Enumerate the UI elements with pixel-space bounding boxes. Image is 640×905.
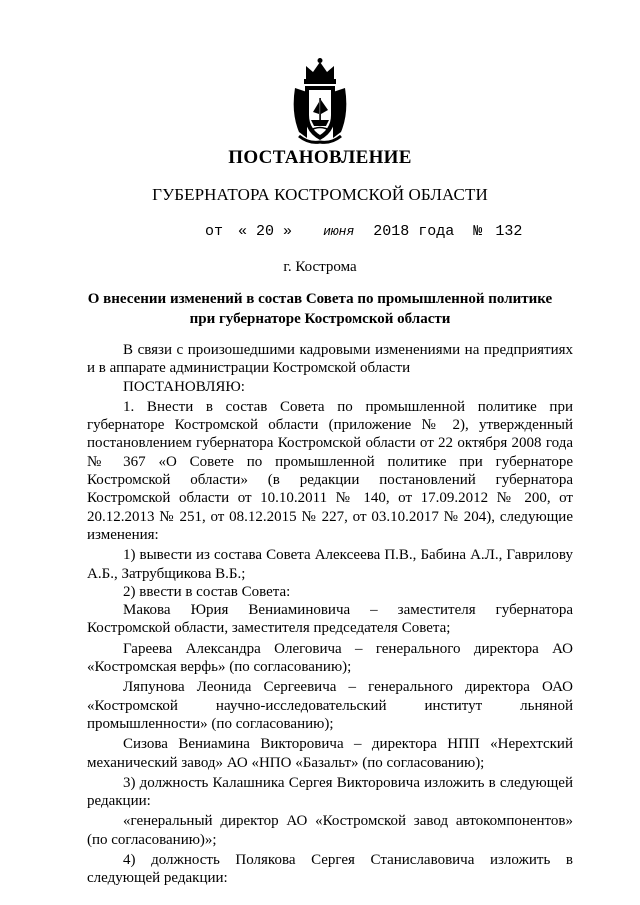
body-paragraph: «генеральный директор АО «Костромской завод автокомпонентов» (по согласованию)»; bbox=[87, 813, 573, 848]
body-paragraph: Ляпунова Леонида Сергеевича – генерального директора ОАО «Костромской научно-исследовательский институт льняной промышленности» (по согласованию); bbox=[87, 679, 573, 732]
document-number: 132 bbox=[495, 223, 523, 240]
document-subtitle: ГУБЕРНАТОРА КОСТРОМСКОЙ ОБЛАСТИ bbox=[152, 185, 488, 204]
document-city: г. Кострома bbox=[283, 259, 357, 275]
heading-line-1: О внесении изменений в состав Совета по промышленной политике bbox=[87, 291, 553, 307]
body-paragraph: 1) вывести из состава Совета Алексеева П.В., Бабина А.Л., Гаврилову А.Б., Затрубщикова В.Б.; bbox=[87, 547, 573, 582]
document-heading bbox=[0, 289, 640, 329]
number-label: № bbox=[473, 223, 483, 240]
body-paragraph: 3) должность Калашника Сергея Викторовича изложить в следующей редакции: bbox=[87, 774, 573, 810]
body-paragraph: Гареева Александра Олеговича – генерального директора АО «Костромская верфь» (по согласованию); bbox=[87, 640, 573, 676]
body-paragraph: 1. Внести в состав Совета по промышленной политике при губернаторе Костромской области (приложение № 2), утвержденный постановлением губернатора Костромской области от 22 октября 2008 года № 367 «О Совете по промышленной политике при губернаторе Костромской области» (в редакции постановлений губернатора Костромской области от 10.10.2011 № 140, от 17.09.2012 № 200, от 20.12.2013 № 251, от 08.12.2015 № 227, от 03.10.2017 № 204), следующие изменения: bbox=[87, 398, 573, 543]
date-month: июня bbox=[323, 224, 355, 239]
body-paragraph: В связи с произошедшими кадровыми изменениями на предприятиях и в аппарате администрации Костромской области bbox=[87, 342, 573, 377]
date-prefix: от bbox=[205, 223, 224, 240]
heading-line-2: при губернаторе Костромской области bbox=[189, 311, 451, 327]
body-paragraph: 2) ввести в состав Совета: bbox=[123, 583, 291, 600]
document-body bbox=[87, 341, 573, 888]
date-day: « 20 » bbox=[238, 223, 293, 240]
body-paragraph: 4) должность Полякова Сергея Станиславовича изложить в следующей редакции: bbox=[87, 852, 573, 887]
body-paragraph: ПОСТАНОВЛЯЮ: bbox=[123, 378, 245, 395]
date-year: 2018 года bbox=[373, 223, 455, 240]
document-date-line bbox=[205, 223, 522, 240]
body-paragraph: Макова Юрия Вениаминовича – заместителя губернатора Костромской области, заместителя председателя Совета; bbox=[87, 602, 573, 637]
document-title: ПОСТАНОВЛЕНИЕ bbox=[228, 147, 412, 168]
body-paragraph: Сизова Вениамина Викторовича – директора НПП «Нерехтский механический завод» АО «НПО «Базальт» (по согласованию); bbox=[87, 736, 573, 771]
coat-of-arms-icon bbox=[289, 58, 351, 144]
